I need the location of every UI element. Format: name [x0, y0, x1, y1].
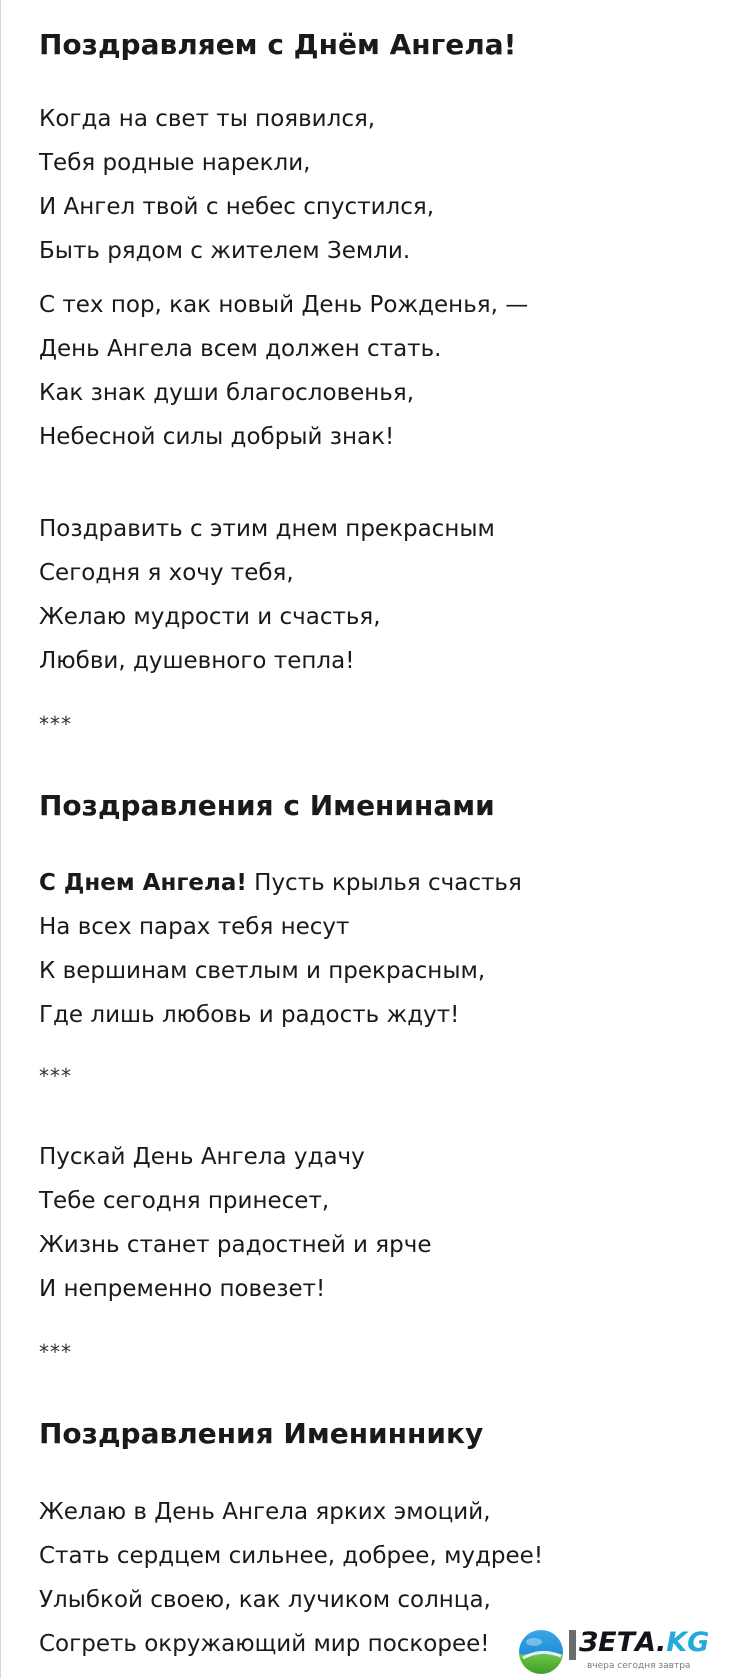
poem-stanza-2: [39, 283, 699, 459]
poem-line: С тех пор, как новый День Рожденья, —: [39, 292, 529, 318]
brand-suffix: KG: [666, 1627, 710, 1658]
poem-line: Желаю в День Ангела ярких эмоций,: [39, 1499, 491, 1525]
separator-block-1: [39, 712, 699, 736]
poem-line-rest: Пусть крылья счастья: [246, 870, 522, 896]
section-heading-angel-day: [39, 28, 699, 62]
separator-stars: ***: [39, 712, 72, 736]
separator-block-2: [39, 1064, 699, 1088]
globe-logo-icon: [517, 1628, 565, 1676]
separator-block-3: [39, 1340, 699, 1364]
poem-line: Тебе сегодня принесет,: [39, 1188, 330, 1214]
section-heading-name-day-person: [39, 1417, 699, 1451]
section-heading-name-day: [39, 789, 699, 823]
poem-stanza-4: [39, 861, 699, 1037]
heading-wishes-to-birthday-person: Поздравления Имениннику: [39, 1417, 484, 1450]
poem-line: К вершинам светлым и прекрасным,: [39, 958, 486, 984]
heading-congrats-angel-day: Поздравляем с Днём Ангела!: [39, 28, 517, 61]
bold-greeting: С Днем Ангела!: [39, 870, 247, 896]
poem-line: День Ангела всем должен стать.: [39, 336, 442, 362]
brand-name: [579, 1628, 709, 1658]
poem-line: Как знак души благословенья,: [39, 380, 415, 406]
poem-line: Жизнь станет радостней и ярче: [39, 1232, 432, 1258]
separator-stars: ***: [39, 1340, 72, 1364]
separator-stars: ***: [39, 1064, 72, 1088]
poem-line: Улыбкой своею, как лучиком солнца,: [39, 1587, 491, 1613]
poem-line: Любви, душевного тепла!: [39, 648, 355, 674]
poem-line: Желаю мудрости и счастья,: [39, 604, 381, 630]
brand-main: ЗЕТА.: [579, 1627, 667, 1658]
poem-line-with-bold-start: [39, 861, 699, 905]
heading-name-day-wishes: Поздравления с Именинами: [39, 789, 495, 822]
poem-line: И непременно повезет!: [39, 1276, 326, 1302]
site-watermark: [513, 1622, 736, 1678]
poem-stanza-1: [39, 97, 699, 273]
poem-line: Сегодня я хочу тебя,: [39, 560, 294, 586]
poem-line: Небесной силы добрый знак!: [39, 424, 395, 450]
poem-stanza-5: [39, 1135, 699, 1311]
poem-line: Когда на свет ты появился,: [39, 106, 376, 132]
poem-line: Тебя родные нарекли,: [39, 150, 311, 176]
logo-divider-bar: [569, 1630, 576, 1660]
poem-line: Согреть окружающий мир поскорее!: [39, 1631, 490, 1657]
poem-line: Поздравить с этим днем прекрасным: [39, 516, 495, 542]
poem-line: Пускай День Ангела удачу: [39, 1144, 365, 1170]
poem-line: Где лишь любовь и радость ждут!: [39, 1002, 460, 1028]
poem-line: Быть рядом с жителем Земли.: [39, 238, 411, 264]
poem-line: На всех парах тебя несут: [39, 914, 350, 940]
brand-tagline: вчера сегодня завтра: [587, 1661, 691, 1671]
poem-stanza-3: [39, 507, 699, 683]
poem-line: Стать сердцем сильнее, добрее, мудрее!: [39, 1543, 544, 1569]
poem-line: И Ангел твой с небес спустился,: [39, 194, 435, 220]
